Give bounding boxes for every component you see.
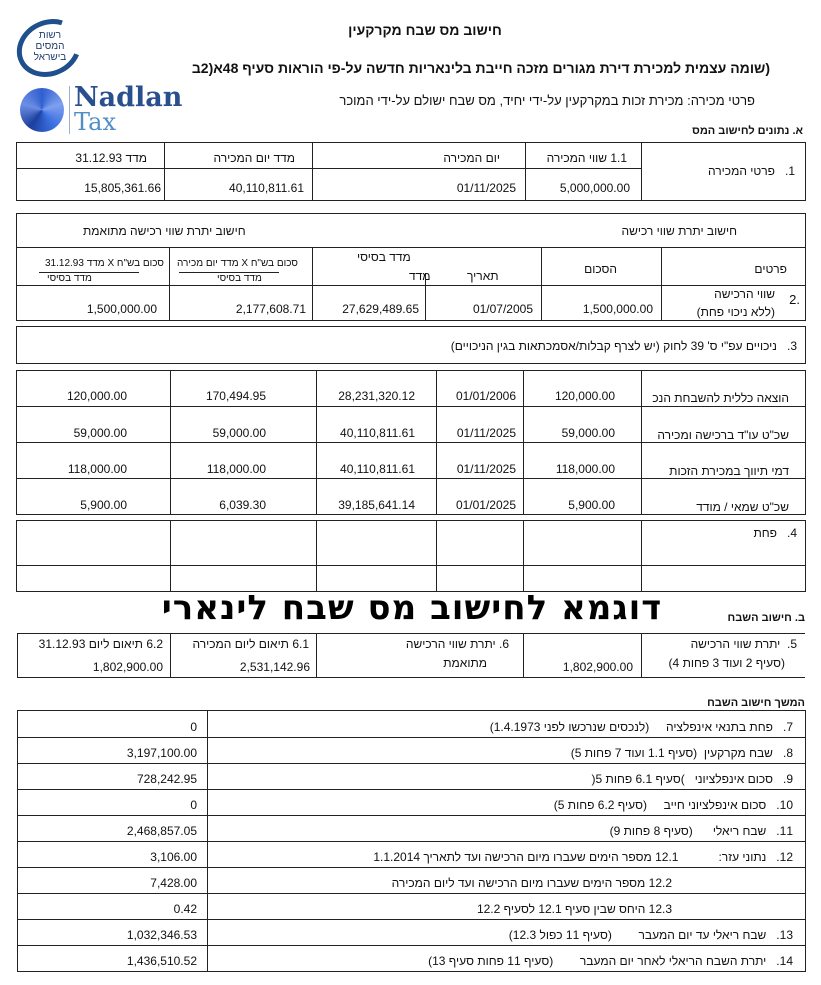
section-a-heading: א. נתונים לחישוב המס xyxy=(692,125,803,137)
gain-row-7-value: 0 xyxy=(190,720,197,734)
irs-logo-line-2: המסים xyxy=(35,41,65,52)
row-2-label-line-2: (ללא ניכוי פחת) xyxy=(696,305,775,319)
sale-details-line: פרטי מכירה: מכירת זכות במקרקעין על-ידי יחיד, מס שבח ישולם על-ידי המוכר xyxy=(339,93,755,108)
divider xyxy=(661,247,662,320)
purchase-value-table xyxy=(17,214,805,320)
gain-row-8: 8. שבח מקרקעין (סעיף 1.1 ועוד 7 פחות 5) xyxy=(570,746,793,760)
purchase-adj-93: 1,500,000.00 xyxy=(86,302,157,316)
divider xyxy=(17,677,805,678)
gain-row-12: 12. נתוני עזר: 12.1 מספר הימים שעברו מיום הרכישה ועד לתאריך 1.1.2014 xyxy=(373,850,793,864)
divider xyxy=(17,633,805,634)
divider xyxy=(17,442,805,443)
row-6-1-label: 6.1 תיאום ליום המכירה xyxy=(192,637,309,651)
gain-row-10: 10. סכום אינפלציוני חייב (סעיף 6.2 פחות 5) xyxy=(553,798,793,812)
col-details: פרטים xyxy=(754,262,787,276)
divider xyxy=(17,710,805,711)
deduction-adj-93: 120,000.00 xyxy=(66,389,127,403)
gain-row-11-value: 2,468,857.05 xyxy=(126,824,197,838)
row-2-label-line-1: שווי הרכישה xyxy=(714,287,775,301)
depreciation-table xyxy=(17,521,805,591)
deduction-adj-sale: 170,494.95 xyxy=(205,389,266,403)
header-sale-index: מדד יום המכירה xyxy=(213,151,295,165)
col-base-index: מדד בסיסי xyxy=(357,250,411,264)
divider xyxy=(17,737,805,738)
row-4-label: 4. פחת xyxy=(753,526,797,540)
brand-name-line-2: Tax xyxy=(74,108,116,136)
index-1993: 15,805,361.66 xyxy=(84,181,161,195)
row-6-2-label: 6.2 תיאום ליום 31.12.93 xyxy=(38,637,163,651)
irs-logo-line-3: בישראל xyxy=(33,52,67,63)
deduction-adj-93: 5,900.00 xyxy=(80,498,127,512)
sale-value: 5,000,000.00 xyxy=(559,181,630,195)
deduction-amount: 118,000.00 xyxy=(555,462,615,476)
row-5-label-line-2: (סעיף 2 ועוד 3 פחות 4) xyxy=(668,656,785,670)
gain-row-9-value: 728,242.95 xyxy=(136,772,197,786)
deductions-header-row xyxy=(17,327,805,363)
divider xyxy=(17,763,805,764)
section-b-heading: ב. חישוב השבח xyxy=(727,612,805,624)
gain-row-8-value: 3,197,100.00 xyxy=(126,746,197,760)
gain-calculation-table xyxy=(17,710,805,972)
divider xyxy=(17,893,805,894)
deduction-date: 01/11/2025 xyxy=(456,426,516,440)
deduction-date: 01/01/2006 xyxy=(455,389,516,403)
col-adj-93-denominator: מדד בסיסי xyxy=(47,273,92,284)
row-6-label-line-1: 6. יתרת שווי הרכישה xyxy=(405,637,509,651)
divider xyxy=(17,841,805,842)
divider xyxy=(805,710,806,972)
depreciation-border xyxy=(16,520,806,592)
deduction-amount: 120,000.00 xyxy=(554,389,615,403)
deduction-label: הוצאה כללית להשבחת הנכ xyxy=(652,391,789,405)
col-index: מדד xyxy=(409,269,431,283)
divider xyxy=(17,285,805,286)
purchase-balance-value: 1,802,900.00 xyxy=(562,660,633,674)
gain-row-12-3: 12.3 היחס שבין סעיף 12.1 לסעיף 12.2 xyxy=(476,902,672,916)
deduction-date: 01/11/2025 xyxy=(456,462,516,476)
divider xyxy=(17,945,805,946)
sale-date: 01/11/2025 xyxy=(456,181,516,195)
header-sale-value: 1.1 שווי המכירה xyxy=(546,151,627,165)
row-2-label xyxy=(697,287,775,319)
continuation-heading: המשך חישוב השבח xyxy=(707,697,805,709)
gain-row-7: 7. פחת בתנאי אינפלציה (לנכסים שנרכשו לפני 1.4.1973) xyxy=(489,720,793,734)
divider xyxy=(17,867,805,868)
divider xyxy=(316,521,317,591)
gain-row-14: 14. יתרת השבח הריאלי לאחר יום המעבר (סעיף 11 פחות סעיף 13) xyxy=(428,954,793,968)
logo-divider xyxy=(69,86,70,134)
divider xyxy=(17,247,805,248)
col-adj-93-numerator: סכום בש"ח X מדד 31.12.93 xyxy=(45,258,164,269)
header-index-1993: מדד 31.12.93 xyxy=(75,151,147,165)
divider xyxy=(17,406,805,407)
row-6-label xyxy=(323,637,509,670)
deduction-index: 39,185,641.14 xyxy=(338,498,415,512)
sale-details-grid xyxy=(17,143,805,200)
gem-icon xyxy=(20,88,64,132)
deduction-label: שכ"ט עו"ד ברכישה ומכירה xyxy=(657,428,789,442)
gain-row-13-value: 1,032,346.53 xyxy=(126,928,197,942)
page-title: חישוב מס שבח מקרקעין xyxy=(348,22,502,38)
example-watermark: דוגמא לחישוב מס שבח לינארי xyxy=(161,588,663,628)
divider xyxy=(17,815,805,816)
deduction-index: 40,110,811.61 xyxy=(340,426,415,440)
divider xyxy=(17,971,805,972)
gain-row-13: 13. שבח ריאלי עד יום המעבר (סעיף 11 כפול 12.3) xyxy=(508,928,793,942)
divider xyxy=(641,521,642,591)
row-1-label: 1. פרטי המכירה xyxy=(708,164,795,178)
gain-row-11: 11. שבח ריאלי (סעיף 8 פחות 9) xyxy=(609,824,793,838)
group-purchase-balance: חישוב יתרת שווי רכישה xyxy=(621,224,737,238)
divider xyxy=(436,521,437,591)
purchase-date: 01/07/2005 xyxy=(472,302,533,316)
deduction-index: 40,110,811.61 xyxy=(340,462,415,476)
divider xyxy=(641,371,642,514)
purchase-amount: 1,500,000.00 xyxy=(582,302,653,316)
divider xyxy=(17,789,805,790)
col-date: תאריך xyxy=(467,269,499,283)
deduction-amount: 5,900.00 xyxy=(568,498,615,512)
purchase-adj-sale: 2,177,608.71 xyxy=(235,302,306,316)
deduction-adj-sale: 6,039.30 xyxy=(219,498,266,512)
group-adjusted-balance: חישוב יתרת שווי רכישה מתואמת xyxy=(83,224,246,238)
deduction-adj-sale: 59,000.00 xyxy=(212,426,266,440)
divider xyxy=(17,565,805,566)
divider xyxy=(641,633,642,677)
gain-row-14-value: 1,436,510.52 xyxy=(126,954,197,968)
gain-row-12-2: 12.2 מספר הימים שעברו מיום הרכישה ועד ליום המכירה xyxy=(391,876,672,890)
purchase-balance-table xyxy=(17,633,805,677)
page-subtitle: (שומה עצמית למכירת דירת מגורים מזכה חייבת בלינאריות חדשה על-פי הוראות סעיף 48א(2ב xyxy=(191,60,770,76)
row-3-label: 3. ניכויים עפ"י ס' 39 לחוק (יש לצרף קבלות/אסמכתאות בגין הניכויים) xyxy=(450,339,797,353)
row-6-1-value: 2,531,142.96 xyxy=(239,660,310,674)
deduction-adj-93: 59,000.00 xyxy=(73,426,127,440)
deduction-adj-93: 118,000.00 xyxy=(67,462,127,476)
divider xyxy=(170,521,171,591)
gain-row-12-3-value: 0.42 xyxy=(173,902,197,916)
gain-row-10-value: 0 xyxy=(190,798,197,812)
gain-row-9: 9. סכום אינפלציוני )סעיף 6.1 פחות 5( xyxy=(591,772,793,786)
deduction-date: 01/01/2025 xyxy=(455,498,516,512)
row-5-label: 5. יתרת שווי הרכישה (סעיף 2 ועוד 3 פחות 4) xyxy=(668,637,797,670)
row-6-label-line-2: מתואמת xyxy=(443,656,487,670)
deductions-table xyxy=(17,371,805,514)
header-sale-date: יום המכירה xyxy=(443,151,500,165)
irs-logo-text xyxy=(26,30,74,63)
sale-index: 40,110,811.61 xyxy=(229,181,304,195)
deduction-label: שכ"ט שמאי / מודד xyxy=(696,500,789,514)
deduction-adj-sale: 118,000.00 xyxy=(206,462,266,476)
deduction-amount: 59,000.00 xyxy=(561,426,615,440)
divider xyxy=(523,521,524,591)
row-2-num: 2. xyxy=(789,292,800,307)
deduction-label: דמי תיווך במכירת הזכות xyxy=(669,464,789,478)
divider xyxy=(17,919,805,920)
divider xyxy=(17,478,805,479)
divider xyxy=(316,633,317,677)
col-amount: הסכום xyxy=(584,262,617,276)
gain-row-12-1-value: 3,106.00 xyxy=(150,850,197,864)
row-6-2-value: 1,802,900.00 xyxy=(92,660,163,674)
col-adj-sale-numerator: סכום בש"ח X מדד יום מכירה xyxy=(177,258,298,269)
col-adj-sale-denominator: מדד בסיסי xyxy=(217,273,262,284)
deduction-index: 28,231,320.12 xyxy=(338,389,415,403)
gain-row-12-2-value: 7,428.00 xyxy=(150,876,197,890)
purchase-index: 27,629,489.65 xyxy=(342,302,419,316)
brand-name-line-1: Nadlan xyxy=(74,82,183,113)
irs-logo-line-1: רשות xyxy=(38,30,62,41)
